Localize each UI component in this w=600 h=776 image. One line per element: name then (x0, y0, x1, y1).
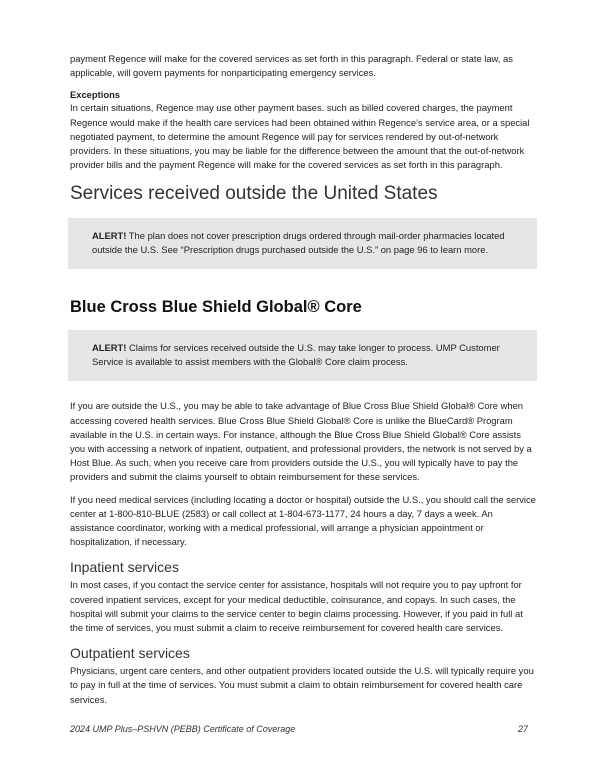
exceptions-heading: Exceptions (70, 89, 121, 101)
outpatient-paragraph: Physicians, urgent care centers, and other outpatient providers located outside the U.S. will typically require you to pay in full at the time of services. You must submit a claim to obtain reimbursement for covered health care services. (70, 665, 534, 705)
alert-box-claims (68, 330, 537, 381)
alert-text (92, 341, 513, 369)
global-core-paragraph-1: If you are outside the U.S., you may be able to take advantage of Blue Cross Blue Shield Global® Core when accessing covered health services. Blue Cross Blue Shield Global® Core is unlike the BlueCard® Program available in the U.S. in certain ways. For instance, although the Blue Cross Blue Shield Global® Core assists you with accessing a network of inpatient, outpatient, and professional providers, the network is not served by a Host Blue. As such, when you receive care from providers outside the U.S., you will typically have to pay the providers and submit the claims yourself to obtain reimbursement for these services. (70, 400, 532, 483)
alert-box-prescriptions (68, 218, 537, 269)
footer-page-number: 27 (517, 724, 528, 734)
global-core-paragraph-2: If you need medical services (including locating a doctor or hospital) outside the U.S., you should call the service center at 1-800-810-BLUE (2583) or call collect at 1-804-673-1177, 24 hours a day, 7 days a week. An assistance coordinator, working with a medical professional, will arrange a physician appointment or hospitalization, if necessary. (70, 493, 536, 548)
alert-message: Claims for services received outside the U.S. may take longer to process. UMP Customer Service is available to assist members with the Global® Core claim process. (92, 342, 500, 368)
subsection-title-inpatient: Inpatient services (70, 559, 179, 576)
exceptions-paragraph: In certain situations, Regence may use other payment bases. such as billed covered charges, the payment Regence would make if the health care services had been obtained within Regence’s service area, or a special negotiated payment, to determine the amount Regence will pay for services rendered by out-of-network providers. In these situations, you may be liable for the difference between the amount that the out-of-network provider bills and the payment Regence will make for the covered services as set forth in this paragraph. (70, 102, 530, 171)
section-title-outside-us: Services received outside the United States (70, 183, 438, 205)
intro-paragraph: payment Regence will make for the covered services as set forth in this paragraph. Federal or state law, as applicable, will govern payments for nonparticipating emergency services. (70, 53, 513, 79)
subsection-title-outpatient: Outpatient services (70, 645, 190, 662)
inpatient-paragraph: In most cases, if you contact the service center for assistance, hospitals will not require you to pay upfront for covered inpatient services, except for your medical deductible, coinsurance, and copays. In such cases, the hospital will submit your claims to the service center to begin claims processing. However, if you paid in full at the time of services, you must submit a claim to receive reimbursement for covered health care services. (70, 579, 523, 634)
alert-label: ALERT! (92, 342, 127, 354)
section-title-global-core: Blue Cross Blue Shield Global® Core (70, 298, 362, 317)
alert-message: The plan does not cover prescription drugs ordered through mail-order pharmacies located outside the U.S. See “Prescription drugs purchased outside the U.S.” on page 96 to learn more. (92, 230, 505, 256)
alert-label: ALERT! (92, 230, 127, 242)
alert-text (92, 229, 513, 257)
footer-document-title: 2024 UMP Plus–PSHVN (PEBB) Certificate of Coverage (70, 724, 296, 734)
page-content (70, 52, 538, 707)
